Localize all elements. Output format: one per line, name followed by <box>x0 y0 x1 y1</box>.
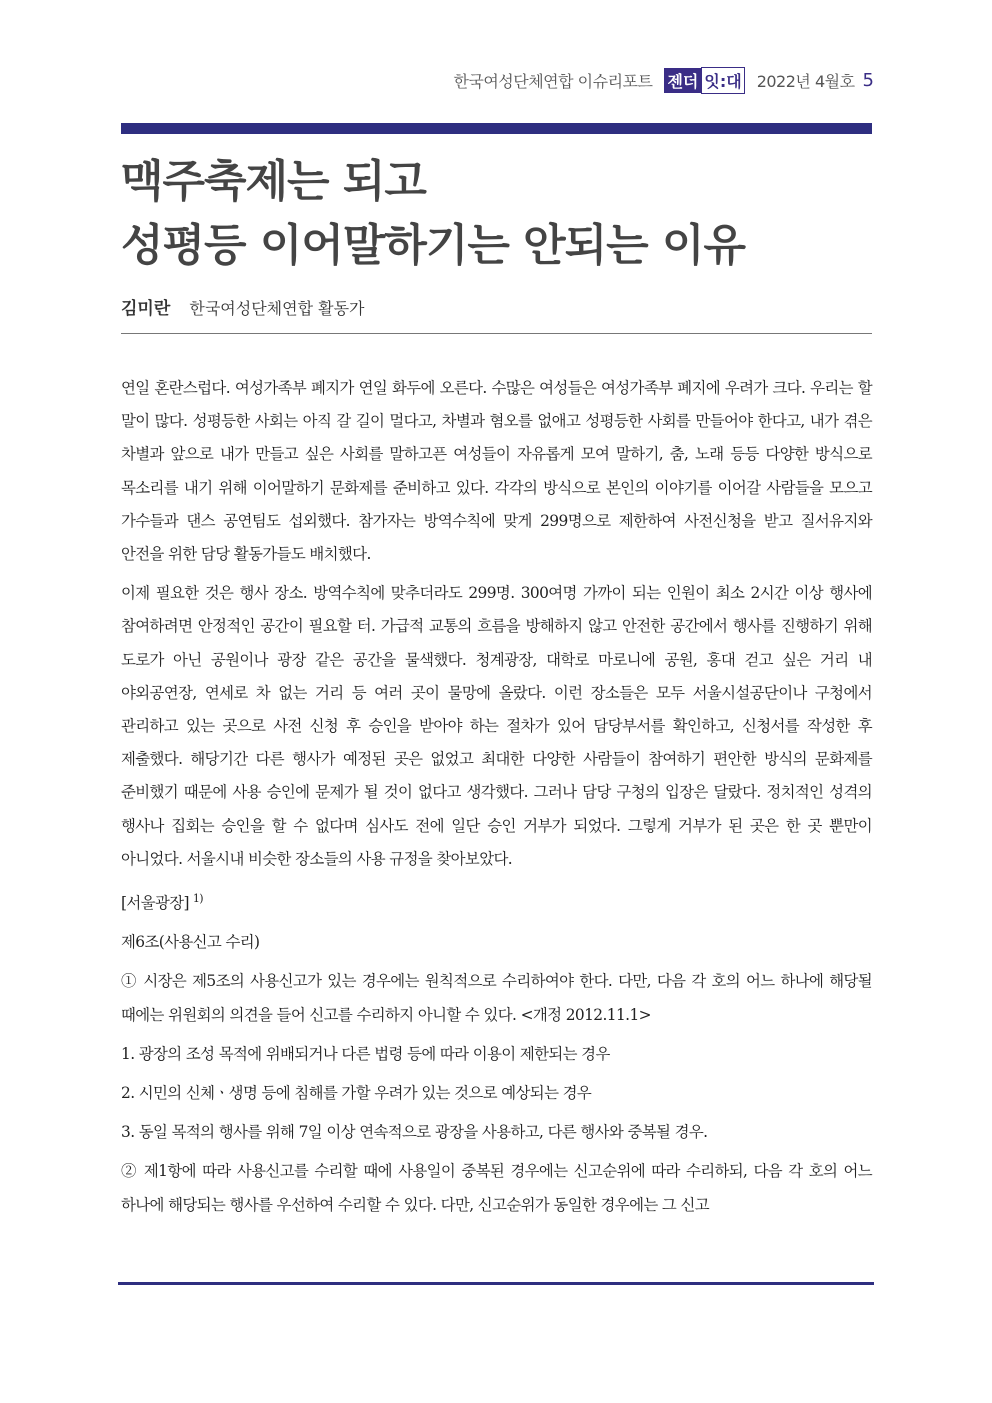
article-title <box>121 150 872 278</box>
brand-logo-part-b: 잇:대 <box>701 67 744 94</box>
page-header <box>453 66 874 94</box>
article-title-line-2: 성평등 이어말하기는 안되는 이유 <box>121 220 746 271</box>
report-series-title: 한국여성단체연합 이슈리포트 <box>453 71 653 91</box>
body-paragraph-1: 연일 혼란스럽다. 여성가족부 폐지가 연일 화두에 오른다. 수많은 여성들은 여성가족부 폐지에 우려가 크다. 우리는 할 말이 많다. 성평등한 사회는 아직 갈 길이 멀다고, 차별과 혐오를 없애고 성평등한 사회를 만들어야 한다고, 내가 겪은 차별과 앞으로 내가 만들고 싶은 사회를 말하고픈 여성들이 자유롭게 모여 말하기, 춤, 노래 등등 다양한 방식으로 목소리를 내기 위해 이어말하기 문화제를 준비하고 있다. 각각의 방식으로 본인의 이야기를 이어갈 사람들을 모으고 가수들과 댄스 공연팀도 섭외했다. 참가자는 방역수칙에 맞게 299명으로 제한하여 사전신청을 받고 질서유지와 안전을 위한 담당 활동가들도 배치했다. <box>121 379 872 564</box>
law-clause-1: ① 시장은 제5조의 사용신고가 있는 경우에는 원칙적으로 수리하여야 한다. 다만, 다음 각 호의 어느 하나에 해당될 때에는 위원회의 의견을 들어 신고를 수리하지 아니할 수 있다. <개정 2012.11.1> <box>121 972 872 1024</box>
section-label-paragraph <box>121 882 872 920</box>
footnote-reference: 1) <box>192 892 203 906</box>
bottom-accent-bar <box>118 1282 874 1285</box>
brand-logo <box>664 67 744 94</box>
title-divider <box>121 333 872 334</box>
issue-date: 2022년 4월호 <box>756 71 855 91</box>
section-label: [서울광장] <box>121 894 189 913</box>
article-body <box>121 372 872 1228</box>
body-paragraph-2: 이제 필요한 것은 행사 장소. 방역수칙에 맞추더라도 299명. 300여명 가까이 되는 인원이 최소 2시간 이상 행사에 참여하려면 안정적인 공간이 필요할 터. 가급적 교통의 흐름을 방해하지 않고 안전한 공간에서 행사를 진행하기 위해 도로가 아닌 공원이나 광장 같은 공간을 물색했다. 청계광장, 대학로 마로니에 공원, 홍대 걷고 싶은 거리 내 야외공연장, 연세로 차 없는 거리 등 여러 곳이 물망에 올랐다. 이런 장소들은 모두 서울시설공단이나 구청에서 관리하고 있는 곳으로 사전 신청 후 승인을 받아야 하는 절차가 있어 담당부서를 확인하고, 신청서를 작성한 후 제출했다. 해당기간 다른 행사가 예정된 곳은 없었고 최대한 다양한 사람들이 참여하기 편안한 방식의 문화제를 준비했기 때문에 사용 승인에 문제가 될 것이 없다고 생각했다. 그러나 담당 구청의 입장은 달랐다. 정치적인 성격의 행사나 집회는 승인을 할 수 없다며 심사도 전에 일단 승인 거부가 되었다. 그렇게 거부가 된 곳은 한 곳 뿐만이 아니었다. 서울시내 비슷한 장소들의 사용 규정을 찾아보았다. <box>121 584 872 868</box>
law-clause-2: ② 제1항에 따라 사용신고를 수리할 때에 사용일이 중복된 경우에는 신고순위에 따라 수리하되, 다음 각 호의 어느 하나에 해당되는 행사를 우선하여 수리할 수 있다. 다만, 신고순위가 동일한 경우에는 그 신고 <box>121 1162 872 1214</box>
page-number: 5 <box>862 69 874 91</box>
author-name: 김미란 <box>121 299 171 319</box>
article-title-line-1: 맥주축제는 되고 <box>121 156 426 207</box>
law-item-3: 3. 동일 목적의 행사를 위해 7일 이상 연속적으로 광장을 사용하고, 다른 행사와 중복될 경우. <box>121 1123 708 1142</box>
top-accent-bar <box>121 123 872 134</box>
law-article-title: 제6조(사용신고 수리) <box>121 933 260 952</box>
law-item-2: 2. 시민의 신체ㆍ생명 등에 침해를 가할 우려가 있는 것으로 예상되는 경우 <box>121 1084 592 1103</box>
byline <box>121 294 364 319</box>
author-affiliation: 한국여성단체연합 활동가 <box>189 299 365 318</box>
brand-logo-part-a: 젠더 <box>664 68 701 93</box>
law-item-1: 1. 광장의 조성 목적에 위배되거나 다른 법령 등에 따라 이용이 제한되는 경우 <box>121 1044 610 1063</box>
